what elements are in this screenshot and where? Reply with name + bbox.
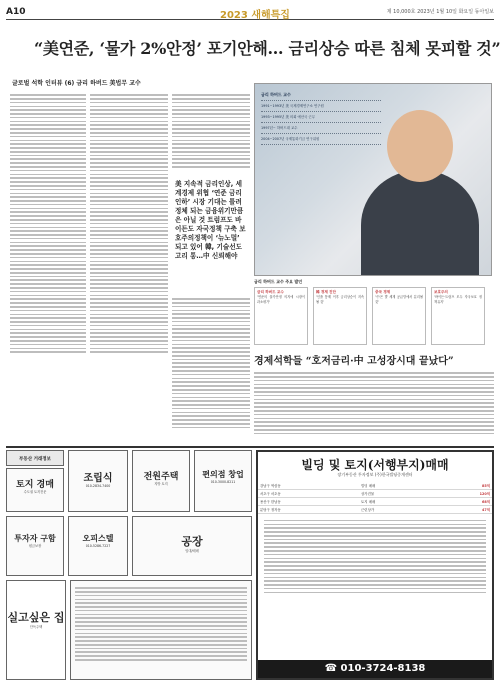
table-row xyxy=(258,489,492,497)
portrait-face xyxy=(387,110,453,182)
ad-name: 실고싶은 집 xyxy=(7,611,65,624)
ad-header-title: 부동산 거래정보 xyxy=(19,457,51,462)
quote-box-text: '中은 발 세계 공급망에서 분리될 것' xyxy=(375,295,423,304)
ad-sub: 010-3000-8211 xyxy=(210,480,236,484)
building-ad-subtitle: 장기부동산 투자정보 (주)한국빌딩중개센터 xyxy=(337,472,413,477)
table-cell: 강남구 역삼동 xyxy=(258,482,359,490)
caption-panel xyxy=(254,277,492,337)
career-timeline xyxy=(261,90,381,145)
quote-box xyxy=(313,287,367,345)
building-land-ad[interactable] xyxy=(256,450,494,680)
ad-sub: 수도권 토지전문 xyxy=(23,490,47,494)
article-column-3-bottom xyxy=(172,296,250,444)
ad-name: 투자자 구함 xyxy=(14,534,56,543)
listing-table xyxy=(258,482,492,514)
article-column-2 xyxy=(90,92,168,444)
ad-box[interactable] xyxy=(194,450,252,512)
table-cell: 분당구 정자동 xyxy=(258,505,359,513)
ad-box[interactable] xyxy=(6,516,64,576)
quote-box-heading: 금리 하버드 교수 xyxy=(257,290,284,294)
table-row xyxy=(258,497,492,505)
section-title: 2023 새해특집 xyxy=(220,10,290,21)
article-column-3-top xyxy=(172,92,250,176)
career-item: 1993~1995년 美 의회 예산국 근무 xyxy=(261,112,381,123)
secondary-headline: 경제석학들 “호저금리·中 고성장시대 끝났다” xyxy=(254,356,454,367)
table-cell: 85억 xyxy=(433,482,492,490)
ad-sub: 임대/매매 xyxy=(185,549,199,553)
ad-name: 편의점 창업 xyxy=(202,470,244,479)
byline: 글로벌 석학 인터뷰 (6) 금리 하버드 美법무 교수 xyxy=(12,80,141,87)
career-item: 2004~2007년 국제통화기금 연구위원 xyxy=(261,134,381,145)
listing-details xyxy=(258,514,492,600)
ad-sub: 원금보장 xyxy=(28,544,42,548)
quote-box-text: '바이든·트럼프 모두 자국보호 정책유지' xyxy=(434,295,482,304)
quote-box xyxy=(431,287,485,345)
table-cell: 용산구 한남동 xyxy=(258,497,359,505)
quote-box-text: '연준의 물가안정 의지에 시장이 과소평가' xyxy=(257,295,305,304)
ad-name: 조립식 xyxy=(83,473,113,484)
ad-name: 오피스텔 xyxy=(82,534,114,543)
page-header xyxy=(6,6,494,20)
table-cell: 상가건물 xyxy=(359,489,433,497)
ad-name: 전원주택 xyxy=(143,472,179,482)
phone-bar xyxy=(258,660,492,678)
table-row xyxy=(258,505,492,513)
ad-box[interactable] xyxy=(68,450,128,512)
career-item: 1997년~ 하버드대 교수 xyxy=(261,123,381,134)
table-cell: 120억 xyxy=(433,489,492,497)
ad-sub: 지방 토지 xyxy=(154,482,168,486)
ad-sub: 010-5286-7227 xyxy=(85,544,111,548)
career-title: 금리 하버드 교수 xyxy=(261,90,381,101)
page-headline: “美연준, ‘물가 2%안정’ 포기안해… 금리상승 따른 침체 못피할 것” xyxy=(34,39,500,58)
edition-line: 제 10,000호 2023년 1월 10일 화요일 동아일보 xyxy=(386,9,494,15)
portrait-photo xyxy=(254,83,492,276)
ad-name: 토지 경매 xyxy=(16,480,54,490)
ad-box[interactable] xyxy=(132,450,190,512)
quote-box xyxy=(254,287,308,345)
table-row xyxy=(258,482,492,490)
ad-box[interactable] xyxy=(6,468,64,512)
portrait-suit xyxy=(361,170,479,276)
table-cell: 서초구 서초동 xyxy=(258,489,359,497)
quote-box-heading: 보호주의 xyxy=(434,290,448,294)
quote-box-heading: 韓 경제 진단 xyxy=(316,290,336,294)
table-cell: 68억 xyxy=(433,497,492,505)
page-number: A10 xyxy=(6,7,26,17)
ad-box[interactable] xyxy=(68,516,128,576)
building-ad-title: 빌딩 및 토지(서행부지)매매 xyxy=(301,458,449,472)
table-cell: 근린상가 xyxy=(359,505,433,513)
caption-title: 금리 하버드 교수 주요 발언 xyxy=(254,279,303,284)
ad-name: 공장 xyxy=(181,535,203,548)
career-item: 1991~1993년 美 국제경제연구소 연구원 xyxy=(261,101,381,112)
article-column-1 xyxy=(10,92,86,444)
ad-listings-block xyxy=(70,580,252,680)
table-cell: 47억 xyxy=(433,505,492,513)
phone-number[interactable]: ☎ 010-3724-8138 xyxy=(324,663,426,674)
table-cell: 토지 매매 xyxy=(359,497,433,505)
quote-box xyxy=(372,287,426,345)
pull-quote: 美 지속적 금리인상, 세계경제 위협 ‘연준 금리인하’ 시장 기대는 틀려 정체 되는 금융위기만큼은 아닐 것 트럼프도 바이든도 자국정책 구축 보호주의정책이 ‘뉴노멀’ 되고 있어 韓, 기술선도 고리 통…中 신뢰해야 xyxy=(175,180,246,260)
secondary-article-text xyxy=(254,370,494,442)
ad-header-box xyxy=(6,450,64,466)
quote-box-text: '인플 통제 이후 금리상승이 지속될 것' xyxy=(316,295,364,304)
ad-box[interactable] xyxy=(6,580,66,680)
table-cell: 빌딩 매매 xyxy=(359,482,433,490)
quote-box-heading: 중국 경제 xyxy=(375,290,391,294)
ad-sub: 010-2834-7400 xyxy=(85,484,111,488)
ad-box[interactable] xyxy=(132,516,252,576)
classified-ads xyxy=(6,446,494,686)
ad-sub: 단독주택 xyxy=(29,625,43,629)
